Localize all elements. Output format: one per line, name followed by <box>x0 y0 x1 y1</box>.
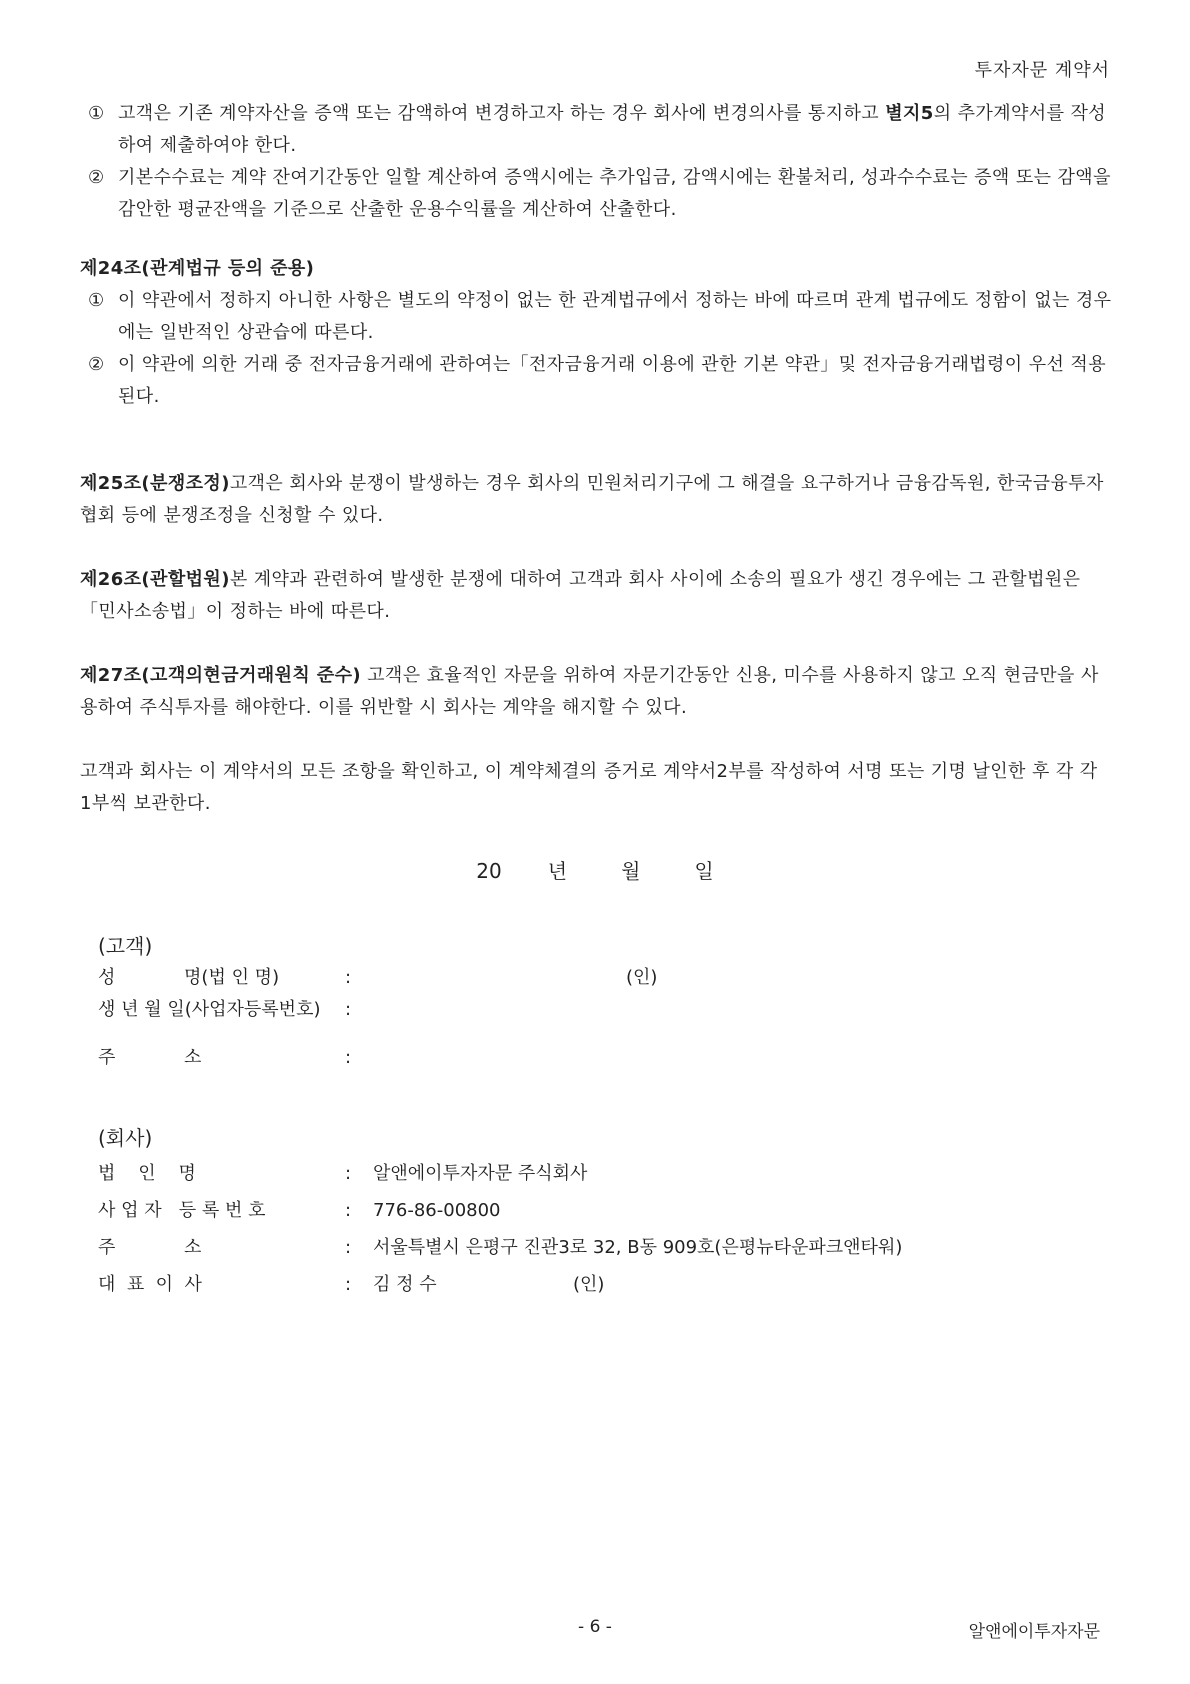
customer-birth-label: 생 년 월 일(사업자등록번호) <box>98 999 321 1020</box>
article-25-title: 제25조(분쟁조정) <box>80 473 230 494</box>
company-section-title: (회사) <box>98 1126 153 1150</box>
footer-company-name: 알앤에이투자자문 <box>968 1622 1100 1642</box>
colon: : <box>345 967 352 988</box>
colon: : <box>345 1200 352 1221</box>
article-23-item-1 <box>80 98 1112 162</box>
signing-date <box>0 855 1190 884</box>
article-27-text: 고객은 효율적인 자문을 위하여 자문기간동안 신용, 미수를 사용하지 않고 오직 현금만을 사용하여 주식투자를 해야한다. 이를 위반할 시 회사는 계약을 해지할 수 있다. <box>80 665 1099 718</box>
date-month-unit: 월 <box>621 859 641 883</box>
colon: : <box>345 999 352 1020</box>
colon: : <box>345 1163 352 1184</box>
closing-statement: 고객과 회사는 이 계약서의 모든 조항을 확인하고, 이 계약체결의 증거로 계약서2부를 작성하여 서명 또는 기명 날인한 후 각 각 1부씩 보관한다. <box>80 761 1098 814</box>
article-24-item-1 <box>80 285 1112 349</box>
article-26-text: 본 계약과 관련하여 발생한 분쟁에 대하여 고객과 회사 사이에 소송의 필요가 생긴 경우에는 그 관할법원은「민사소송법」이 정하는 바에 따른다. <box>80 569 1081 622</box>
article-23-item-2 <box>80 162 1112 226</box>
article-26 <box>80 564 1112 628</box>
item-text: 고객은 기존 계약자산을 증액 또는 감액하여 변경하고자 하는 경우 회사에 변경의사를 통지하고 별지5의 추가계약서를 작성하여 제출하여야 한다. <box>118 103 1107 156</box>
item-marker: ① <box>88 103 105 124</box>
colon: : <box>345 1237 352 1258</box>
item-marker: ① <box>88 290 105 311</box>
item-text: 기본수수료는 계약 잔여기간동안 일할 계산하여 증액시에는 추가입금, 감액시에는 환불처리, 성과수수료는 증액 또는 감액을 감안한 평균잔액을 기준으로 산출한 운용수익률을 계산하여 산출한다. <box>118 167 1111 220</box>
article-27-title: 제27조(고객의현금거래원칙 준수) <box>80 665 362 686</box>
company-name-value: 알앤에이투자자문 주식회사 <box>373 1163 588 1184</box>
company-ceo-value: 김 정 수 <box>373 1274 437 1295</box>
article-24-title: 제24조(관계법규 등의 준용) <box>80 258 315 279</box>
customer-name-label: 성 명(법 인 명) <box>98 967 280 988</box>
article-23-items <box>80 98 1112 226</box>
date-year-unit: 년 <box>547 859 568 883</box>
company-seal-mark: (인) <box>573 1274 605 1295</box>
attachment-ref: 별지5 <box>885 103 934 124</box>
company-name-label: 법 인 명 <box>98 1163 196 1184</box>
article-24-item-2 <box>80 349 1112 413</box>
item-text: 이 약관에 의한 거래 중 전자금융거래에 관하여는「전자금융거래 이용에 관한 기본 약관」및 전자금융거래법령이 우선 적용된다. <box>118 354 1106 407</box>
date-day-unit: 일 <box>694 859 714 883</box>
customer-section-title: (고객) <box>98 934 153 958</box>
company-registration-label: 사 업 자 등 록 번 호 <box>98 1200 266 1221</box>
company-registration-value: 776-86-00800 <box>373 1200 501 1221</box>
item-marker: ② <box>88 167 105 188</box>
page-number: - 6 - <box>578 1617 612 1637</box>
article-25 <box>80 468 1112 532</box>
document-header-title: 투자자문 계약서 <box>974 60 1110 81</box>
company-address-label: 주 소 <box>98 1237 202 1258</box>
item-text: 이 약관에서 정하지 아니한 사항은 별도의 약정이 없는 한 관계법규에서 정하는 바에 따르며 관계 법규에도 정함이 없는 경우에는 일반적인 상관습에 따른다. <box>118 290 1112 343</box>
article-27 <box>80 660 1112 724</box>
colon: : <box>345 1047 352 1068</box>
company-address-value: 서울특별시 은평구 진관3로 32, B동 909호(은평뉴타운파크앤타워) <box>373 1237 903 1258</box>
colon: : <box>345 1274 352 1295</box>
customer-seal-mark: (인) <box>626 967 658 988</box>
article-26-title: 제26조(관할법원) <box>80 569 230 590</box>
company-ceo-label: 대 표 이 사 <box>98 1274 202 1295</box>
item-marker: ② <box>88 354 105 375</box>
article-24 <box>80 253 1112 413</box>
article-25-text: 고객은 회사와 분쟁이 발생하는 경우 회사의 민원처리기구에 그 해결을 요구하거나 금융감독원, 한국금융투자협회 등에 분쟁조정을 신청할 수 있다. <box>80 473 1104 526</box>
customer-address-label: 주 소 <box>98 1047 202 1068</box>
date-year: 20 <box>476 859 502 883</box>
